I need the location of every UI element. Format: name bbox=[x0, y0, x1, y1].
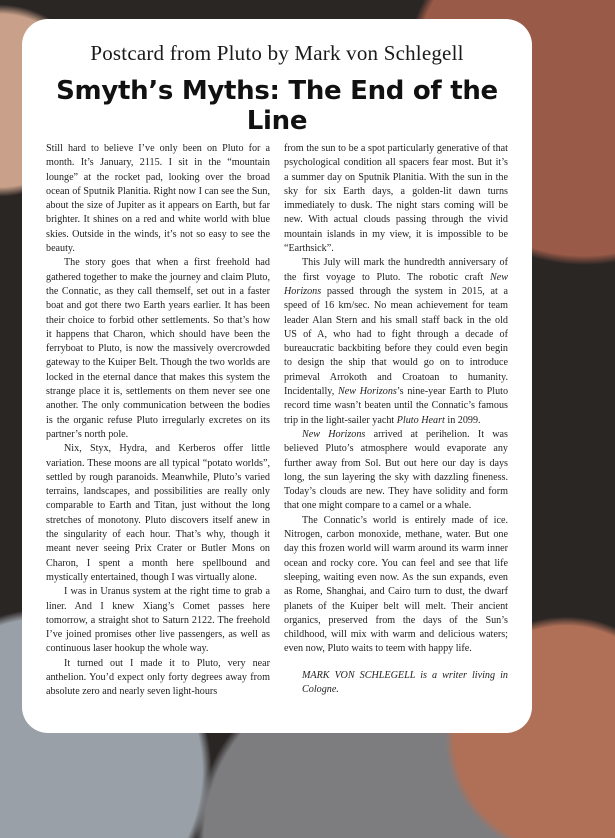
paragraph: I was in Uranus system at the right time to grab a liner. And I knew Xiang’s Comet passes here tomorrow, a straight shot to Saturn 2122. The freehold I’ve joined promises other live passengers, as well as continuous laser hookup the whole way. bbox=[46, 586, 270, 655]
italic-title: New Horizons bbox=[337, 386, 397, 398]
paragraph: The Connatic’s world is entirely made of ice. Nitrogen, carbon monoxide, methane, water. But one day this frozen world will warm around its warm inner ocean and rocky core. You can feel and see that life sleeping, waiting even now. As the sun expands, even as Rome, Shanghai, and Cairo turn to dust, the dwarf planets of the Kuiper belt will melt. Their ancient organics, preserved from the days of the Sun’s childhood, will mix with warm and delicious waters; even now, Pluto waits to teem with happy life. bbox=[284, 514, 508, 655]
text-run: ’s nine-year Earth to Pluto record time wasn’t beaten until the Connatic’s famous trip in the light-sailer yacht bbox=[284, 386, 509, 426]
text-run: passed through the system in 2015, at a speed of 16 km/sec. No mean achievement for team leader Alan Stern and his small staff back in the old US of A, who had to fight through a decade of bureaucratic backbiting before they could even begin to design the ship that would go on to introduce primeval Arrokoth and Croatoan to humanity. Incidentally, bbox=[284, 285, 508, 398]
paragraph: It turned out I made it to Pluto, very near anthelion. You’d expect only forty degrees away from absolute zero and nearly seven light-hours bbox=[46, 657, 270, 698]
article-card bbox=[22, 19, 532, 733]
article-kicker: Postcard from Pluto by Mark von Schlegell bbox=[90, 41, 464, 65]
paragraph: from the sun to be a spot particularly generative of that psychological condition all spacers fear most. But it’s a summer day on Sputnik Planitia. With the sun in the sky for six Earth days, a golden-lit dawn turns immediately to dusk. The night stars coming will be new. With actual clouds passing through the vivid mountain islands in my view, it is impossible to be “Earthsick”. bbox=[284, 143, 508, 255]
author-byline: MARK VON SCHLEGELL is a writer living in Cologne. bbox=[302, 669, 508, 695]
column-left bbox=[46, 142, 270, 700]
text-run: in 2099. bbox=[444, 414, 481, 426]
italic-title: New Horizons bbox=[302, 428, 366, 440]
text-run: arrived at perihelion. It was believed Pluto’s atmosphere would evaporate any further away from Sol. But out here our day is days long, the sun layering the sky with dazzling fineness. Today’s clouds are new. They have solidity and form that one might compare to a camel or a whale. bbox=[284, 428, 508, 512]
italic-title: Pluto Heart bbox=[396, 414, 445, 426]
paragraph: The story goes that when a first freehold had gathered together to make the journey and claim Pluto, the Connatic, as they call themself, set out in a faster boat and got there two Earth years earlier. It has been their choice to forbid other settlements. So that’s how it happens that Charon, which should have been the ferryboat to Pluto, is now the massively overcrowded gateway to the Kuiper Belt. Though the two worlds are locked in the eternal dance that makes this system the strange place it is, settlements on them never see one another. The only communication between the bodies is the organic refuse Pluto irregularly excretes on its partner’s north pole. bbox=[46, 257, 270, 440]
paragraph: Still hard to believe I’ve only been on Pluto for a month. It’s January, 2115. I sit in the “mountain lounge” at the rocket pad, looking over the broad ocean of Sputnik Planitia. Right now I can see the Sun, about the size of Jupiter as it appears on Earth, but far brighter. It shines on a red and white world with blue skies. Outside in the winds, it’s not so easy to see the beauty. bbox=[46, 143, 270, 255]
paragraph bbox=[284, 256, 508, 428]
italic-title: New Horizons bbox=[284, 271, 508, 297]
paragraph: Nix, Styx, Hydra, and Kerberos offer little variation. These moons are all typical “potato worlds”, settled by rough paranoids. Meanwhile, Pluto’s varied terrains, landscapes, and possibilities are really only comparable to Earth and Titan, just without the long stretches of monotony. Pluto discovers itself anew in the singularity of each hour. That’s why, though it meant never seeing Prix Crater or Butler Mons on Charon, I spent a month here spellbound and mystically entertained, though I was virtually alone. bbox=[46, 443, 270, 583]
text-run: This July will mark the hundredth anniversary of the first voyage to Pluto. The robotic craft bbox=[284, 257, 508, 283]
column-right bbox=[284, 142, 508, 700]
article-columns bbox=[46, 142, 508, 700]
paragraph bbox=[284, 428, 508, 514]
article-title: Smyth’s Myths: The End of the Line bbox=[56, 76, 498, 136]
